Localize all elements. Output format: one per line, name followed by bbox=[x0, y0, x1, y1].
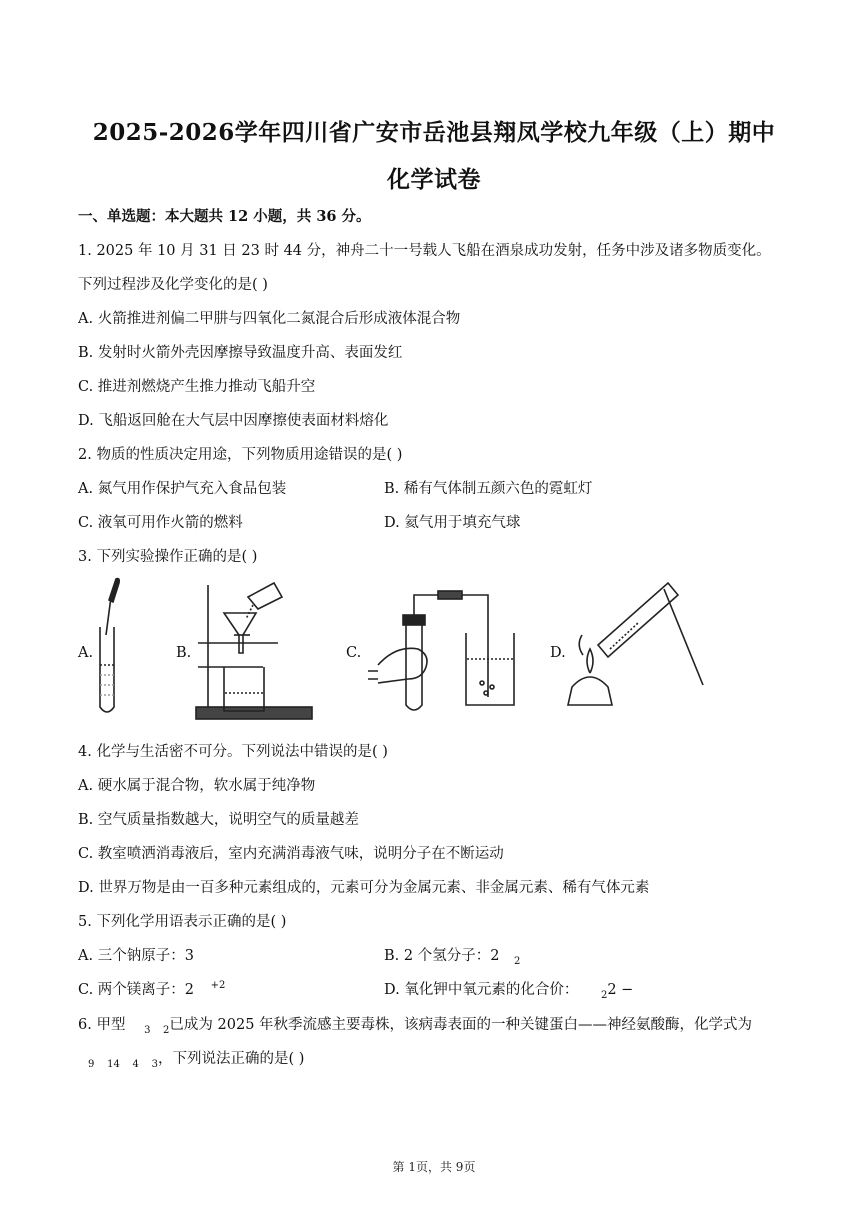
q3-figures bbox=[78, 575, 718, 725]
q5-option-b bbox=[384, 944, 520, 967]
q1-option-a: A. 火箭推进剂偏二甲肼与四氧化二氮混合后形成液体混合物 bbox=[78, 311, 461, 327]
q5-option-d-subscript: 2 bbox=[600, 990, 608, 1001]
q5-option-b-text: B. 2 个氢分子：2 bbox=[384, 948, 500, 964]
q6-stem-prefix: 6. 甲型 bbox=[78, 1017, 126, 1033]
q6-formula-subscripts: 9 14 4 3 bbox=[88, 1059, 158, 1070]
exam-title-line1: 2025-2026学年四川省广安市岳池县翔凤学校九年级（上）期中 bbox=[92, 119, 776, 146]
q6-subscript-1: 3 bbox=[144, 1025, 151, 1036]
q2-stem: 2. 物质的性质决定用途，下列物质用途错误的是( ) bbox=[78, 447, 403, 463]
figure-label-b: B. bbox=[176, 645, 192, 661]
q2-option-b: B. 稀有气体制五颜六色的霓虹灯 bbox=[384, 481, 593, 497]
q2-option-d: D. 氦气用于填充气球 bbox=[384, 515, 521, 531]
q2-option-a: A. 氮气用作保护气充入食品包装 bbox=[78, 481, 287, 497]
page-footer: 第 1页，共 9页 bbox=[392, 1160, 476, 1174]
q1-option-b: B. 发射时火箭外壳因摩擦导致温度升高、表面发红 bbox=[78, 345, 403, 361]
q1-stem-line2: 下列过程涉及化学变化的是( ) bbox=[78, 277, 268, 293]
q4-option-c: C. 教室喷洒消毒液后，室内充满消毒液气味，说明分子在不断运动 bbox=[78, 846, 504, 862]
q6-stem-rest: 已成为 2025 年秋季流感主要毒株，该病毒表面的一种关键蛋白——神经氨酸酶，化学式为 bbox=[169, 1017, 753, 1033]
q1-option-d: D. 飞船返回舱在大气层中因摩擦使表面材料熔化 bbox=[78, 413, 389, 429]
q3-stem: 3. 下列实验操作正确的是( ) bbox=[78, 549, 258, 565]
q5-option-d-charge: 2 − bbox=[607, 982, 634, 998]
q6-stem-line2-text: ，下列说法正确的是( ) bbox=[157, 1051, 305, 1067]
q5-stem: 5. 下列化学用语表示正确的是( ) bbox=[78, 914, 287, 930]
q5-option-c-superscript: +2 bbox=[210, 980, 226, 991]
q5-option-d bbox=[384, 978, 633, 1001]
q1-stem-line1: 1. 2025 年 10 月 31 日 23 时 44 分，神舟二十一号载人飞船在酒泉成功发射，任务中涉及诸多物质变化。 bbox=[78, 243, 771, 259]
q5-option-b-subscript: 2 bbox=[514, 956, 521, 967]
figure-b-filtration bbox=[196, 583, 312, 719]
q6-stem-line1 bbox=[78, 1013, 752, 1036]
q1-option-c: C. 推进剂燃烧产生推力推动飞船升空 bbox=[78, 379, 316, 395]
figure-label-a: A. bbox=[78, 645, 94, 661]
q6-stem-line2 bbox=[78, 1047, 304, 1070]
q5-option-a: A. 三个钠原子：3 bbox=[78, 948, 194, 964]
q4-stem: 4. 化学与生活密不可分。下列说法中错误的是( ) bbox=[78, 744, 388, 760]
figure-label-d: D. bbox=[550, 645, 566, 661]
q5-option-c-text: C. 两个镁离子：2 bbox=[78, 982, 195, 998]
q5-option-d-text: D. 氧化钾中氧元素的化合价： bbox=[384, 982, 579, 998]
figure-d-heating-tube bbox=[568, 583, 703, 705]
q4-option-a: A. 硬水属于混合物，软水属于纯净物 bbox=[78, 778, 316, 794]
figure-a-dropper-in-tube bbox=[100, 579, 119, 713]
section-heading: 一、单选题：本大题共 12 小题，共 36 分。 bbox=[78, 208, 371, 225]
exam-title-line2: 化学试卷 bbox=[387, 166, 481, 193]
lab-apparatus-figures bbox=[78, 575, 718, 725]
q5-option-c bbox=[78, 978, 225, 999]
figure-c-airtightness-check bbox=[368, 591, 514, 710]
q6-subscript-2: 2 bbox=[163, 1025, 170, 1036]
q4-option-d: D. 世界万物是由一百多种元素组成的，元素可分为金属元素、非金属元素、稀有气体元素 bbox=[78, 880, 650, 896]
q2-option-c: C. 液氧可用作火箭的燃料 bbox=[78, 515, 243, 531]
q4-option-b: B. 空气质量指数越大，说明空气的质量越差 bbox=[78, 812, 359, 828]
figure-label-c: C. bbox=[346, 645, 362, 661]
